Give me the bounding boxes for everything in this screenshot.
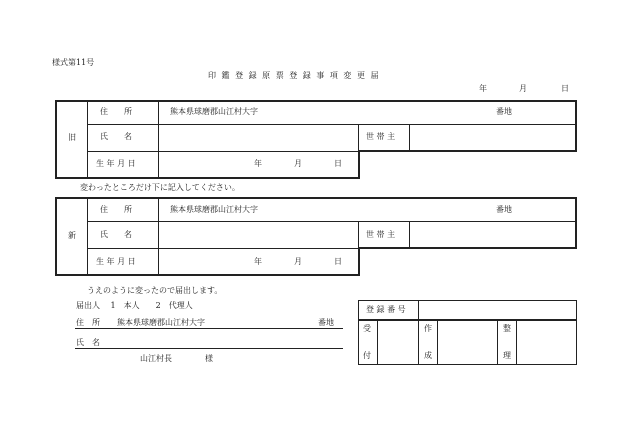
new-birth-label: 生 年 月 日 — [96, 257, 136, 266]
old-table-col-divider — [358, 124, 359, 151]
applicant-address-value: 熊本県球磨郡山江村大字 — [117, 318, 205, 327]
registration-number-label: 登 録 番 号 — [366, 305, 406, 314]
old-table-top-border — [55, 100, 576, 102]
office-box-top-border — [358, 300, 577, 301]
old-table-row-divider — [87, 151, 359, 152]
new-address-suffix: 番地 — [496, 205, 512, 214]
arranged-label-top: 整 — [503, 324, 511, 333]
new-table-col-divider — [409, 221, 410, 248]
created-label-bottom: 成 — [424, 351, 432, 360]
new-table-col-divider — [87, 198, 88, 275]
old-birth-month-label: 月 — [294, 159, 302, 168]
new-address-label: 住 所 — [100, 205, 132, 214]
old-table-col-divider — [158, 101, 159, 178]
new-table-bottom-border — [55, 274, 359, 276]
addressee-honorific: 様 — [205, 354, 213, 363]
office-box-left-border — [358, 300, 359, 365]
new-birth-year-label: 年 — [254, 257, 262, 266]
new-birth-month-label: 月 — [294, 257, 302, 266]
new-table-col-divider — [358, 221, 359, 248]
office-box-col — [516, 320, 517, 364]
new-table-householder-bottom-border — [358, 247, 577, 249]
old-birth-year-label: 年 — [254, 159, 262, 168]
old-birth-day-label: 日 — [334, 159, 342, 168]
declaration-text: うえのように変ったので届出します。 — [87, 286, 223, 295]
registration-number-field[interactable] — [421, 302, 573, 317]
new-householder-field[interactable] — [412, 224, 572, 246]
new-table-row-divider — [87, 221, 576, 222]
old-householder-field[interactable] — [412, 127, 572, 149]
new-birth-day-label: 日 — [334, 257, 342, 266]
old-name-label: 氏 名 — [100, 132, 132, 141]
applicant-name-underline — [75, 348, 343, 349]
new-name-label: 氏 名 — [100, 230, 132, 239]
old-address-suffix: 番地 — [496, 107, 512, 116]
new-table-left-border — [55, 197, 57, 275]
office-box-header-divider — [358, 319, 577, 321]
received-label-top: 受 — [363, 324, 371, 333]
applicant-type-line: 届出人 1 本人 2 代理人 — [76, 301, 193, 310]
office-box-col — [497, 320, 498, 364]
old-table-col-divider — [409, 124, 410, 151]
date-day-label: 日 — [561, 84, 569, 93]
old-table-col-divider — [87, 101, 88, 178]
office-box-col — [418, 320, 419, 364]
office-box-header-col — [418, 300, 419, 320]
arranged-label-bottom: 理 — [503, 351, 511, 360]
form-number: 様式第11号 — [52, 58, 95, 67]
new-table-col-divider — [158, 198, 159, 275]
created-label-top: 作 — [424, 324, 432, 333]
old-section-label: 旧 — [68, 133, 76, 142]
applicant-address-suffix: 番地 — [318, 318, 334, 327]
old-table-step-border — [358, 150, 360, 179]
old-householder-label: 世 帯 主 — [366, 132, 396, 141]
old-table-householder-bottom-border — [358, 150, 577, 152]
applicant-address-underline — [75, 328, 343, 329]
new-table-row-divider — [87, 248, 359, 249]
office-box-bottom-border — [358, 364, 577, 365]
applicant-address-label: 住 所 — [76, 318, 100, 327]
addressee-label: 山江村長 — [140, 354, 172, 363]
new-address-value: 熊本県球磨郡山江村大字 — [170, 205, 258, 214]
received-label-bottom: 付 — [363, 351, 371, 360]
applicant-name-field[interactable] — [112, 332, 342, 347]
old-address-label: 住 所 — [100, 107, 132, 116]
old-table-right-border — [575, 100, 577, 151]
old-address-value: 熊本県球磨郡山江村大字 — [170, 107, 258, 116]
new-section-label: 新 — [68, 231, 76, 240]
office-box-col — [377, 320, 378, 364]
applicant-name-label: 氏 名 — [76, 338, 100, 347]
new-table-right-border — [575, 197, 577, 248]
date-year-label: 年 — [479, 84, 487, 93]
date-month-label: 月 — [519, 84, 527, 93]
old-name-field[interactable] — [161, 127, 356, 149]
form-title: 印 鑑 登 録 原 票 登 録 事 項 変 更 届 — [208, 71, 381, 80]
office-box-right-border — [576, 300, 577, 365]
office-box-col — [437, 320, 438, 364]
new-name-field[interactable] — [161, 224, 356, 246]
old-birth-label: 生 年 月 日 — [96, 159, 136, 168]
new-table-top-border — [55, 197, 576, 199]
old-table-left-border — [55, 100, 57, 178]
instruction-text: 変わったところだけ下に記入してください。 — [80, 183, 240, 192]
new-table-step-border — [358, 247, 360, 276]
old-table-row-divider — [87, 124, 576, 125]
old-table-bottom-border — [55, 177, 359, 179]
new-householder-label: 世 帯 主 — [366, 230, 396, 239]
